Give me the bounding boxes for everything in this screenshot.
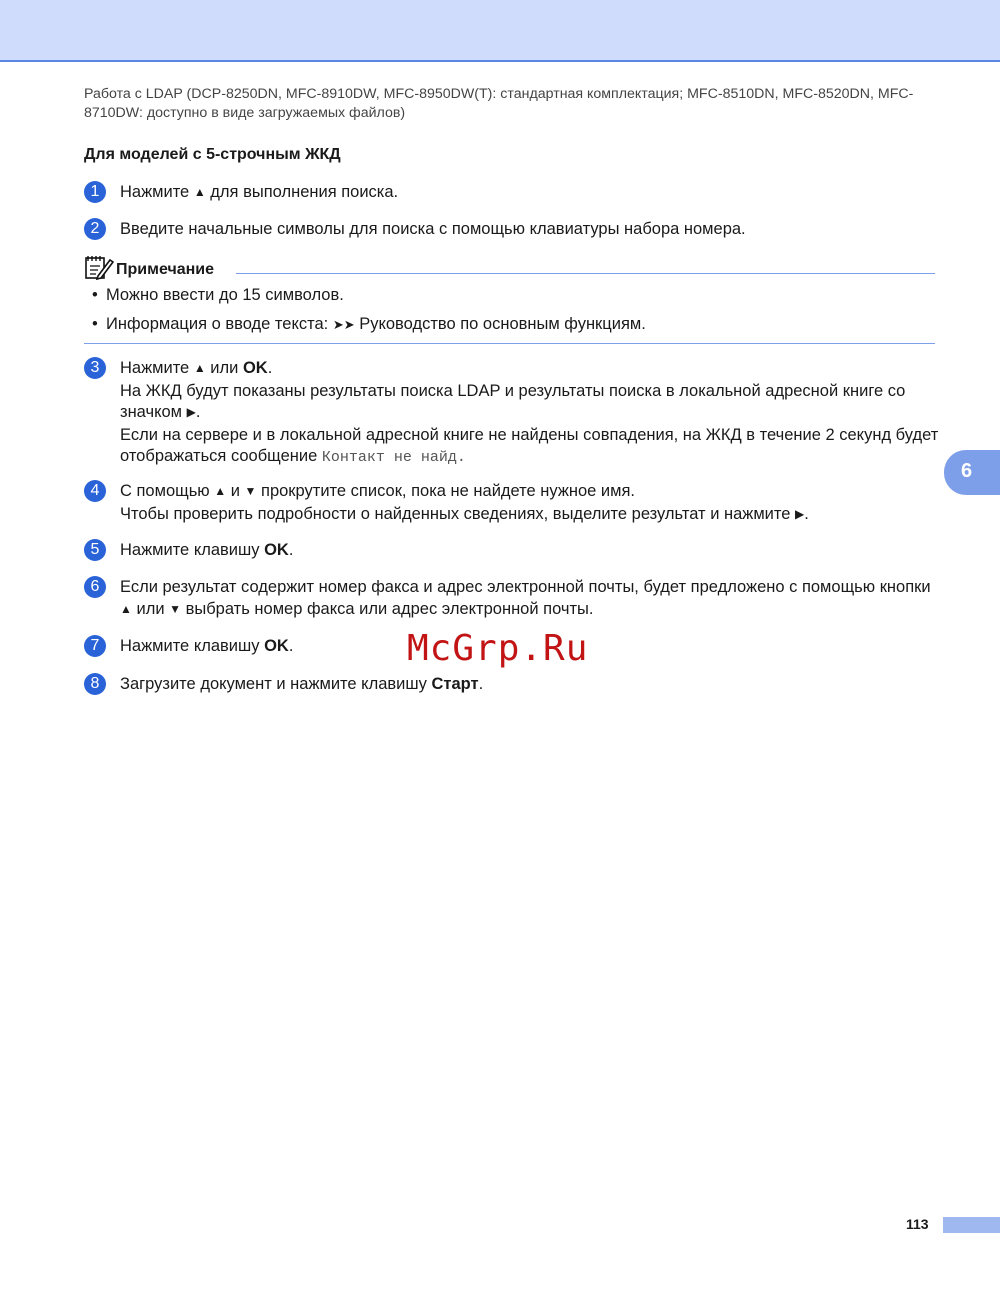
step-number: 6 (84, 576, 106, 598)
note-header (84, 254, 935, 280)
running-head: Работа с LDAP (DCP-8250DN, MFC-8910DW, MFC-8950DW(T): стандартная комплектация; MFC-8510DN, MFC-8520DN, MFC-8710DW: доступно в виде загружаемых файлов) (84, 86, 914, 121)
step-text: Нажмите клавишу OK. (120, 541, 294, 559)
note-pencil-icon (84, 254, 114, 280)
up-arrow-icon: ▲ (193, 361, 206, 375)
note-item: • Можно ввести до 15 символов. (92, 286, 344, 304)
step-text: Если результат содержит номер факса и адрес электронной почты, будет предложено с помощью кнопки ▲ или ▼ выбрать номер факса или адрес электронной почты. (120, 577, 940, 621)
footer-band (943, 1217, 1000, 1233)
up-arrow-icon: ▲ (120, 601, 132, 616)
note-item: • Информация о вводе текста: ➤➤ Руководство по основным функциям. (92, 315, 646, 333)
step-number: 4 (84, 480, 106, 502)
step-text: Загрузите документ и нажмите клавишу Старт. (120, 675, 484, 693)
step-number: 8 (84, 673, 106, 695)
right-arrow-icon: ▶ (795, 506, 805, 521)
lcd-message: Контакт не найд. (321, 449, 466, 466)
step-number: 1 (84, 181, 106, 203)
chapter-tab (944, 450, 1000, 495)
double-arrow-icon: ➤➤ (332, 317, 355, 332)
step-text: Нажмите ▲ или OK. На ЖКД будут показаны результаты поиска LDAP и результаты поиска в локальной адресной книге со значком ▶. Если на сервере и в локальной адресной книге не найдены совпадения, на ЖКД в течение 2 секунд будет отображаться сообщение Контакт не найд. (120, 359, 939, 466)
step-text: Нажмите ▲ для выполнения поиска. (120, 182, 940, 205)
up-arrow-icon: ▲ (214, 484, 227, 498)
right-arrow-icon: ▶ (186, 405, 196, 419)
header-band (0, 0, 1000, 62)
step-number: 5 (84, 539, 106, 561)
step-number: 7 (84, 635, 106, 657)
page-number: 113 (906, 1216, 929, 1232)
note-divider-bottom (84, 343, 935, 344)
chapter-number: 6 (961, 460, 973, 482)
step-text: С помощью ▲ и ▼ прокрутите список, пока не найдете нужное имя. Чтобы проверить подробности о найденных сведениях, выделите результат и нажмите ▶. (120, 481, 940, 526)
down-arrow-icon: ▼ (244, 484, 257, 498)
step-number: 3 (84, 357, 106, 379)
step-text: Введите начальные символы для поиска с помощью клавиатуры набора номера. (120, 220, 746, 238)
step-text: Нажмите клавишу OK. (120, 637, 294, 655)
watermark: McGrp.Ru (407, 628, 589, 669)
note-divider-top (236, 273, 935, 274)
section-title: Для моделей с 5-строчным ЖКД (84, 146, 341, 163)
down-arrow-icon: ▼ (169, 601, 182, 616)
up-arrow-icon: ▲ (193, 185, 206, 199)
step-number: 2 (84, 218, 106, 240)
note-title: Примечание (116, 261, 215, 278)
